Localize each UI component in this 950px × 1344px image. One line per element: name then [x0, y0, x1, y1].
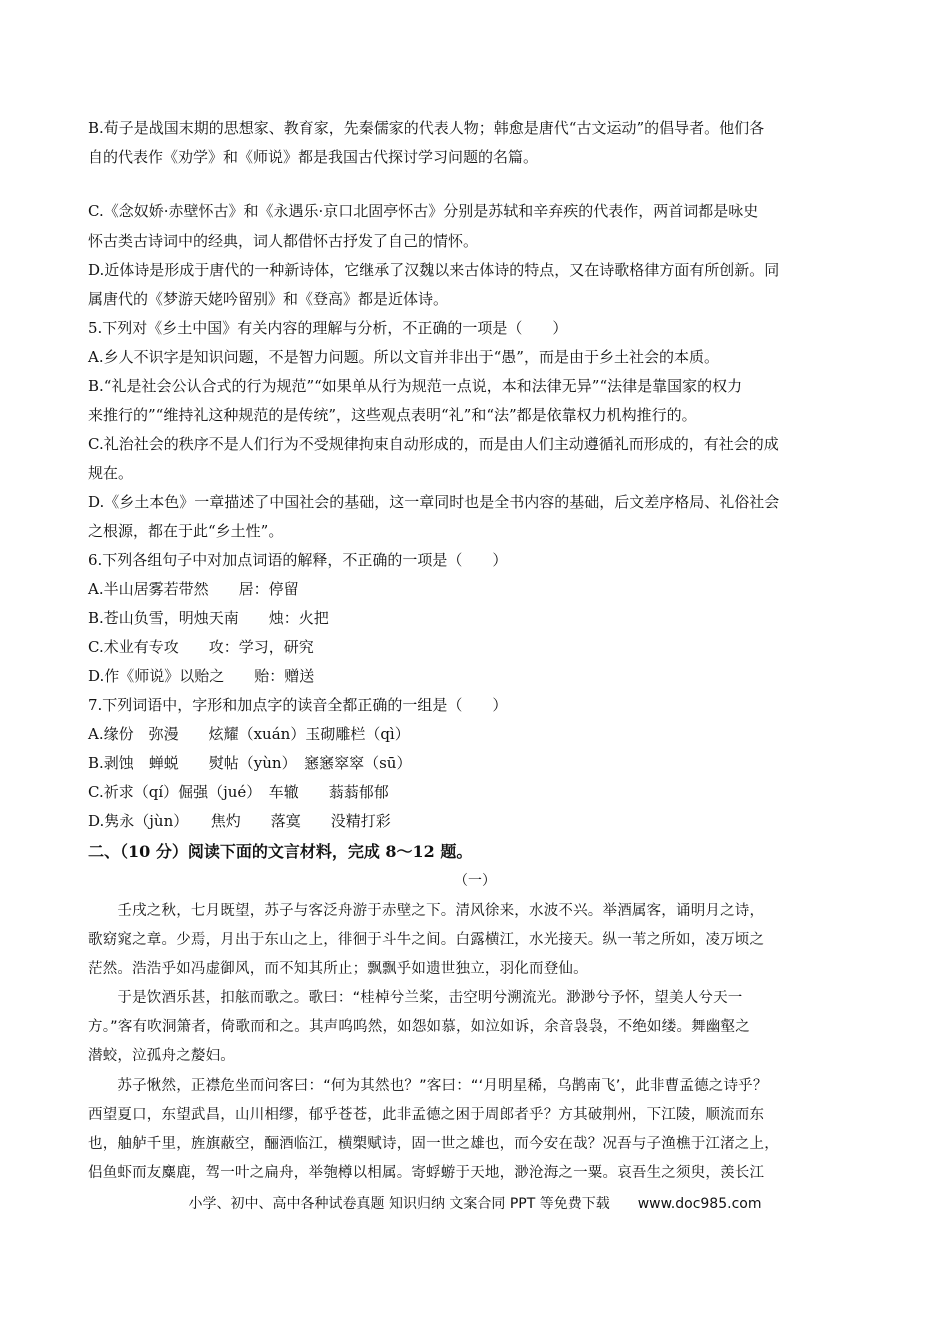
q7-option-a: A.缘份 弥漫 炫耀（xuán）玉砌雕栏（qì） [88, 725, 410, 743]
q7-stem: 7.下列词语中，字形和加点字的读音全都正确的一组是（ ） [88, 696, 508, 714]
passage-line-10: 侣鱼虾而友麋鹿，驾一叶之扁舟，举匏樽以相属。寄蜉蝣于天地，渺沧海之一粟。哀吾生之须臾，羡长江 [88, 1165, 765, 1181]
q5-option-d-line1: D.《乡土本色》一章描述了中国社会的基础，这一章同时也是全书内容的基础，后文差序格局、礼俗社会 [88, 493, 780, 511]
passage-line-6: 潜蛟，泣孤舟之嫠妇。 [88, 1048, 235, 1064]
q5-option-b-line1: B.“礼是社会公认合式的行为规范”“如果单从行为规范一点说，本和法律无异”“法律是靠国家的权力 [88, 377, 743, 395]
q6-stem: 6.下列各组句子中对加点词语的解释，不正确的一项是（ ） [88, 551, 508, 569]
passage-line-2: 歌窈窕之章。少焉，月出于东山之上，徘徊于斗牛之间。白露横江，水光接天。纵一苇之所如，凌万顷之 [88, 932, 765, 948]
q7-option-d: D.隽永（jùn） 焦灼 落寞 没精打彩 [88, 812, 391, 830]
q6-option-c: C.术业有专攻 攻：学习，研究 [88, 638, 314, 656]
q4-option-b-line2: 自的代表作《劝学》和《师说》都是我国古代探讨学习问题的名篇。 [88, 148, 539, 166]
q5-stem: 5.下列对《乡土中国》有关内容的理解与分析，不正确的一项是（ ） [88, 319, 568, 337]
q7-option-c: C.祈求（qí）倔强（jué） 车辙 蓊蓊郁郁 [88, 783, 389, 801]
passage-subheading: （一） [454, 873, 496, 889]
passage-line-7: 苏子愀然，正襟危坐而问客曰：“何为其然也？”客曰：“‘月明星稀，乌鹊南飞’，此非曹孟德之诗乎？ [88, 1078, 768, 1094]
q5-option-b-line2: 来推行的”“维持礼这种规范的是传统”，这些观点表明“礼”和“法”都是依靠权力机构推行的。 [88, 406, 697, 424]
page-footer: 小学、初中、高中各种试卷真题 知识归纳 文案合同 PPT 等免费下载 www.doc985.com [188, 1196, 762, 1212]
q4-option-b-line1: B.荀子是战国末期的思想家、教育家，先秦儒家的代表人物；韩愈是唐代“古文运动”的倡导者。他们各 [88, 119, 765, 137]
passage-line-8: 西望夏口，东望武昌，山川相缪，郁乎苍苍，此非孟德之困于周郎者乎？方其破荆州，下江陵，顺流而东 [88, 1107, 765, 1123]
q4-option-d-line2: 属唐代的《梦游天姥吟留别》和《登高》都是近体诗。 [88, 290, 449, 308]
passage-line-3: 茫然。浩浩乎如冯虚御风，而不知其所止；飘飘乎如遗世独立，羽化而登仙。 [88, 961, 588, 977]
q5-option-a: A.乡人不识字是知识问题，不是智力问题。所以文盲并非出于“愚”，而是由于乡土社会的本质。 [88, 348, 719, 366]
q6-option-b: B.苍山负雪，明烛天南 烛：火把 [88, 609, 329, 627]
passage-line-1: 壬戌之秋，七月既望，苏子与客泛舟游于赤壁之下。清风徐来，水波不兴。举酒属客，诵明月之诗， [88, 903, 765, 919]
q4-option-c-line1: C.《念奴娇·赤壁怀古》和《永遇乐·京口北固亭怀古》分别是苏轼和辛弃疾的代表作，两首词都是咏史 [88, 202, 759, 220]
q5-option-c-line2: 规在。 [88, 464, 134, 482]
q4-option-d-line1: D.近体诗是形成于唐代的一种新诗体，它继承了汉魏以来古体诗的特点，又在诗歌格律方面有所创新。同 [88, 261, 780, 279]
q7-option-b: B.剥蚀 蝉蜕 熨帖（yùn） 窸窸窣窣（sū） [88, 754, 412, 772]
q4-option-c-line2: 怀古类古诗词中的经典，词人都借怀古抒发了自己的情怀。 [88, 232, 479, 250]
q5-option-c-line1: C.礼治社会的秩序不是人们行为不受规律拘束自动形成的，而是由人们主动遵循礼而形成的，有社会的成 [88, 435, 779, 453]
passage-line-5: 方。”客有吹洞箫者，倚歌而和之。其声呜呜然，如怨如慕，如泣如诉，余音袅袅，不绝如缕。舞幽壑之 [88, 1019, 750, 1035]
q6-option-d: D.作《师说》以贻之 贻：赠送 [88, 667, 315, 685]
section-heading: 二、（10 分）阅读下面的文言材料，完成 8～12 题。 [88, 842, 473, 861]
passage-line-9: 也，舳舻千里，旌旗蔽空，酾酒临江，横槊赋诗，固一世之雄也，而今安在哉？况吾与子渔樵于江渚之上， [88, 1136, 779, 1152]
passage-line-4: 于是饮酒乐甚，扣舷而歌之。歌曰：“桂棹兮兰桨，击空明兮溯流光。渺渺兮予怀，望美人兮天一 [88, 990, 743, 1006]
q6-option-a: A.半山居雾若带然 居：停留 [88, 580, 299, 598]
q5-option-d-line2: 之根源，都在于此“乡土性”。 [88, 522, 284, 540]
